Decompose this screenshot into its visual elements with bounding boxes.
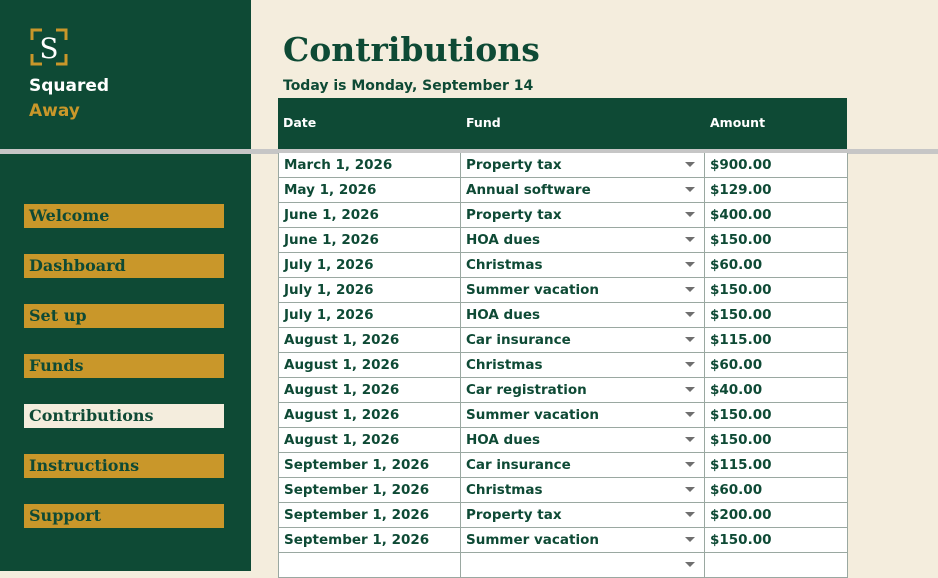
fund-cell[interactable] <box>461 403 705 427</box>
svg-text:S: S <box>39 32 59 65</box>
fund-cell[interactable] <box>461 328 705 352</box>
fund-cell[interactable] <box>461 228 705 252</box>
amount-cell[interactable]: $115.00 <box>705 328 848 352</box>
date-cell[interactable]: August 1, 2026 <box>278 353 461 377</box>
chevron-down-icon[interactable] <box>685 562 695 567</box>
chevron-down-icon[interactable] <box>685 162 695 167</box>
table-row <box>278 378 848 403</box>
fund-value: HOA dues <box>466 232 541 248</box>
date-cell[interactable] <box>278 553 461 577</box>
fund-value: HOA dues <box>466 307 541 323</box>
amount-cell[interactable]: $150.00 <box>705 228 848 252</box>
fund-value: Car insurance <box>466 332 571 348</box>
fund-cell[interactable] <box>461 253 705 277</box>
chevron-down-icon[interactable] <box>685 337 695 342</box>
column-header-amount[interactable]: Amount <box>710 115 766 130</box>
table-row <box>278 253 848 278</box>
fund-value: Christmas <box>466 357 543 373</box>
table-row <box>278 153 848 178</box>
fund-value: Annual software <box>466 182 591 198</box>
date-cell[interactable]: July 1, 2026 <box>278 278 461 302</box>
chevron-down-icon[interactable] <box>685 462 695 467</box>
date-cell[interactable]: August 1, 2026 <box>278 403 461 427</box>
table-row <box>278 303 848 328</box>
fund-cell[interactable] <box>461 353 705 377</box>
page-title: Contributions <box>283 30 540 69</box>
chevron-down-icon[interactable] <box>685 362 695 367</box>
fund-cell[interactable] <box>461 503 705 527</box>
amount-cell[interactable]: $900.00 <box>705 153 848 177</box>
chevron-down-icon[interactable] <box>685 487 695 492</box>
nav-button-welcome[interactable]: Welcome <box>24 204 224 228</box>
amount-cell[interactable]: $60.00 <box>705 353 848 377</box>
table-row <box>278 428 848 453</box>
column-header-date[interactable]: Date <box>283 115 317 130</box>
fund-value: Summer vacation <box>466 282 599 298</box>
nav-button-instructions[interactable]: Instructions <box>24 454 224 478</box>
table-row <box>278 453 848 478</box>
nav-button-support[interactable]: Support <box>24 504 224 528</box>
fund-value: Property tax <box>466 507 562 523</box>
date-cell[interactable]: May 1, 2026 <box>278 178 461 202</box>
fund-cell[interactable] <box>461 553 705 577</box>
today-date-text: Today is Monday, September 14 <box>283 78 534 94</box>
chevron-down-icon[interactable] <box>685 537 695 542</box>
chevron-down-icon[interactable] <box>685 237 695 242</box>
chevron-down-icon[interactable] <box>685 512 695 517</box>
fund-cell[interactable] <box>461 528 705 552</box>
date-cell[interactable]: March 1, 2026 <box>278 153 461 177</box>
fund-value: Car registration <box>466 382 587 398</box>
fund-value: Property tax <box>466 207 562 223</box>
fund-value: Car insurance <box>466 457 571 473</box>
table-row <box>278 478 848 503</box>
fund-cell[interactable] <box>461 203 705 227</box>
fund-value: Property tax <box>466 157 562 173</box>
date-cell[interactable]: August 1, 2026 <box>278 328 461 352</box>
fund-cell[interactable] <box>461 153 705 177</box>
table-row <box>278 228 848 253</box>
amount-cell[interactable]: $40.00 <box>705 378 848 402</box>
nav-button-set-up[interactable]: Set up <box>24 304 224 328</box>
amount-cell[interactable]: $200.00 <box>705 503 848 527</box>
amount-cell[interactable]: $115.00 <box>705 453 848 477</box>
chevron-down-icon[interactable] <box>685 312 695 317</box>
chevron-down-icon[interactable] <box>685 262 695 267</box>
table-row <box>278 278 848 303</box>
sidebar <box>0 0 251 571</box>
date-cell[interactable]: August 1, 2026 <box>278 428 461 452</box>
chevron-down-icon[interactable] <box>685 387 695 392</box>
date-cell[interactable]: September 1, 2026 <box>278 528 461 552</box>
date-cell[interactable]: August 1, 2026 <box>278 378 461 402</box>
amount-cell[interactable]: $129.00 <box>705 178 848 202</box>
chevron-down-icon[interactable] <box>685 412 695 417</box>
table-row <box>278 403 848 428</box>
date-cell[interactable]: September 1, 2026 <box>278 453 461 477</box>
table-row <box>278 553 848 578</box>
fund-value: Summer vacation <box>466 407 599 423</box>
amount-cell[interactable]: $150.00 <box>705 278 848 302</box>
nav-button-dashboard[interactable]: Dashboard <box>24 254 224 278</box>
amount-cell[interactable]: $400.00 <box>705 203 848 227</box>
date-cell[interactable]: September 1, 2026 <box>278 478 461 502</box>
fund-cell[interactable] <box>461 428 705 452</box>
table-row <box>278 178 848 203</box>
chevron-down-icon[interactable] <box>685 187 695 192</box>
table-row <box>278 528 848 553</box>
date-cell[interactable]: July 1, 2026 <box>278 253 461 277</box>
fund-cell[interactable] <box>461 378 705 402</box>
chevron-down-icon[interactable] <box>685 287 695 292</box>
fund-cell[interactable] <box>461 478 705 502</box>
amount-cell[interactable]: $150.00 <box>705 428 848 452</box>
nav-button-contributions[interactable]: Contributions <box>24 404 224 428</box>
amount-cell[interactable]: $150.00 <box>705 303 848 327</box>
nav-button-funds[interactable]: Funds <box>24 354 224 378</box>
fund-value: Summer vacation <box>466 532 599 548</box>
contributions-table-body <box>278 153 848 578</box>
amount-cell[interactable]: $150.00 <box>705 403 848 427</box>
column-header-fund[interactable]: Fund <box>466 115 501 130</box>
date-cell[interactable]: June 1, 2026 <box>278 228 461 252</box>
table-row <box>278 328 848 353</box>
fund-cell[interactable] <box>461 278 705 302</box>
amount-cell[interactable]: $150.00 <box>705 528 848 552</box>
table-row <box>278 503 848 528</box>
fund-value: Christmas <box>466 482 543 498</box>
fund-value: HOA dues <box>466 432 541 448</box>
table-row <box>278 353 848 378</box>
fund-cell[interactable] <box>461 453 705 477</box>
amount-cell[interactable]: $60.00 <box>705 478 848 502</box>
fund-cell[interactable] <box>461 303 705 327</box>
fund-cell[interactable] <box>461 178 705 202</box>
fund-value: Christmas <box>466 257 543 273</box>
chevron-down-icon[interactable] <box>685 437 695 442</box>
table-header <box>278 98 847 149</box>
date-cell[interactable]: July 1, 2026 <box>278 303 461 327</box>
table-row <box>278 203 848 228</box>
amount-cell[interactable] <box>705 553 848 577</box>
date-cell[interactable]: June 1, 2026 <box>278 203 461 227</box>
brand-name-line-1: Squared <box>29 76 110 96</box>
brand-name-line-2: Away <box>29 101 80 121</box>
amount-cell[interactable]: $60.00 <box>705 253 848 277</box>
chevron-down-icon[interactable] <box>685 212 695 217</box>
s-square-logo-icon <box>30 28 68 66</box>
date-cell[interactable]: September 1, 2026 <box>278 503 461 527</box>
